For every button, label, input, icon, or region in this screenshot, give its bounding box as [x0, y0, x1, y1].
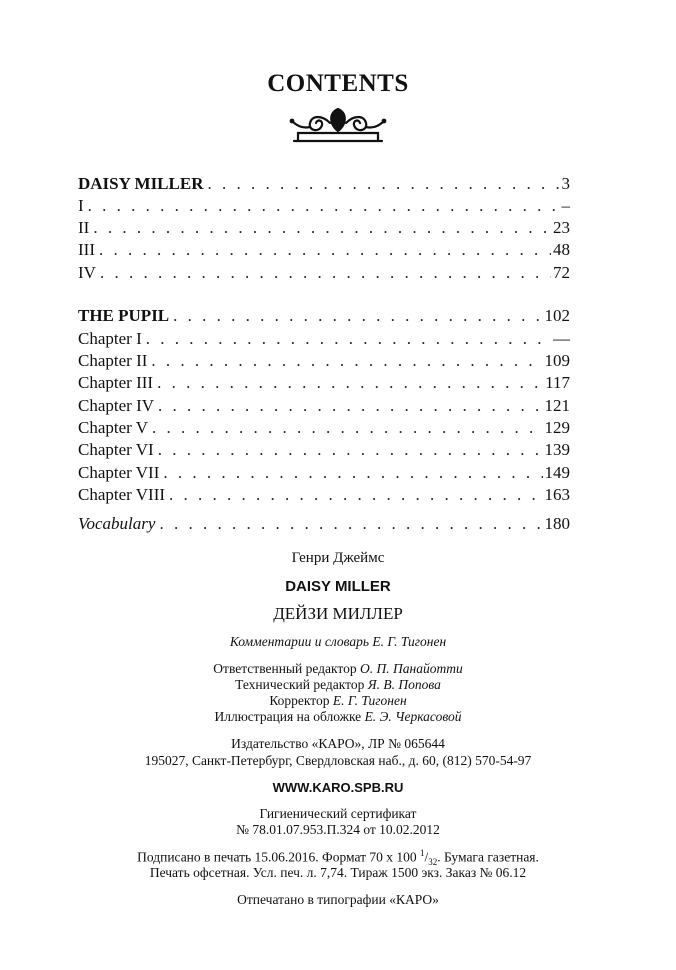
toc-entry-chapter-4[interactable]	[78, 396, 570, 418]
illustration-credit	[0, 709, 676, 725]
toc-label: DAISY MILLER	[78, 174, 204, 193]
publisher-address: 195027, Санкт-Петербург, Свердловская наб., д. 60, (812) 570-54-97	[144, 753, 532, 768]
ornament-dot-left	[290, 119, 295, 124]
toc-label: II	[78, 218, 90, 237]
toc-leader	[152, 418, 542, 440]
toc-page: 163	[544, 485, 570, 504]
book-title-en: DAISY MILLER	[285, 578, 391, 595]
toc-entry-iii[interactable]	[78, 240, 570, 262]
commentary-credit: Комментарии и словарь Е. Г. Тигонен	[229, 634, 447, 649]
toc-label: Vocabulary	[78, 514, 156, 533]
toc-entry-vocabulary[interactable]	[78, 514, 570, 536]
print-details-text-b: . Бумага газетная.	[437, 849, 539, 865]
illustration-label: Иллюстрация на обложке	[214, 709, 362, 724]
toc-entry-chapter-8[interactable]	[78, 485, 570, 507]
toc-leader	[158, 440, 543, 462]
editor-name: О. П. Панайотти	[360, 661, 463, 676]
toc-leader	[163, 463, 542, 485]
illustration-name: Е. Э. Черкасовой	[364, 709, 462, 724]
toc-page: 102	[544, 306, 570, 325]
tech-editor-name: Я. В. Попова	[367, 677, 441, 692]
toc-label: III	[78, 240, 95, 259]
toc-page: 129	[544, 418, 570, 437]
toc-label: Chapter II	[78, 351, 148, 370]
toc-label: Chapter VIII	[78, 485, 166, 504]
print-details-line2: Печать офсетная. Усл. печ. л. 7,74. Тираж 1500 экз. Заказ № 06.12	[149, 865, 527, 880]
toc-label: IV	[78, 263, 96, 282]
proofreader-name: Е. Г. Тигонен	[332, 693, 407, 708]
decorative-ornament	[288, 103, 388, 147]
toc-page: 121	[544, 396, 570, 415]
toc-leader	[159, 514, 542, 536]
toc-entry-iv[interactable]	[78, 263, 570, 285]
author-name: Генри Джеймс	[291, 550, 385, 566]
toc-page: 180	[544, 514, 570, 533]
editor-label: Ответственный редактор	[213, 661, 357, 676]
tech-editor-credit	[0, 677, 676, 693]
toc-leader	[207, 174, 559, 196]
toc-label: Chapter VII	[78, 463, 160, 482]
toc-page: —	[553, 329, 570, 348]
editor-credit	[0, 661, 676, 677]
toc-entry-chapter-5[interactable]	[78, 418, 570, 440]
toc-page: 72	[553, 263, 570, 282]
toc-label: I	[78, 196, 84, 215]
tech-editor-label: Технический редактор	[235, 677, 365, 692]
toc-entry-chapter-1[interactable]	[78, 329, 570, 351]
toc-entry-the-pupil[interactable]	[78, 306, 570, 328]
toc-entry-chapter-7[interactable]	[78, 463, 570, 485]
toc-entry-chapter-2[interactable]	[78, 351, 570, 373]
certificate-number: № 78.01.07.953.П.324 от 10.02.2012	[236, 822, 440, 837]
toc-leader	[157, 373, 543, 395]
toc-page: –	[561, 196, 570, 215]
publisher-website[interactable]: WWW.KARO.SPB.RU	[272, 780, 404, 795]
toc-leader	[169, 485, 542, 507]
publisher-line: Издательство «КАРО», ЛР № 065644	[231, 736, 445, 751]
toc-page: 109	[544, 351, 570, 370]
book-title-ru: ДЕЙЗИ МИЛЛЕР	[273, 604, 403, 623]
fraction-denominator: 32	[428, 857, 438, 868]
toc-page: 149	[544, 463, 570, 482]
printed-at: Отпечатано в типографии «КАРО»	[237, 892, 439, 907]
ornament-dot-right	[382, 119, 387, 124]
toc-leader	[93, 218, 551, 240]
toc-label: Chapter III	[78, 373, 154, 392]
toc-label: THE PUPIL	[78, 306, 170, 325]
page-title: CONTENTS	[267, 70, 409, 97]
toc-entry-chapter-3[interactable]	[78, 373, 570, 395]
toc-entry-daisy-miller[interactable]	[78, 174, 570, 196]
certificate-label: Гигиенический сертификат	[259, 806, 417, 821]
toc-entry-i[interactable]	[78, 196, 570, 218]
fraction-numerator: 1	[419, 848, 425, 858]
print-details-text-a: Подписано в печать 15.06.2016. Формат 70 x 100	[137, 849, 417, 865]
toc-page: 48	[553, 240, 570, 259]
toc-label: Chapter VI	[78, 440, 154, 459]
toc-entry-chapter-6[interactable]	[78, 440, 570, 462]
toc-page: 117	[545, 373, 570, 392]
print-details-line1: Подписано в печать 15.06.2016. Формат 70 x 100 $^1/_{32}$. Бумага газетная.	[137, 848, 539, 868]
toc-leader	[88, 196, 560, 218]
toc-entry-ii[interactable]	[78, 218, 570, 240]
toc-page: 23	[553, 218, 570, 237]
toc-leader	[100, 263, 551, 285]
proofreader-credit	[0, 693, 676, 709]
toc-page: 139	[544, 440, 570, 459]
toc-leader	[151, 351, 542, 373]
toc-leader	[158, 396, 542, 418]
toc-leader	[146, 329, 551, 351]
toc-label: Chapter V	[78, 418, 149, 437]
toc-label: Chapter I	[78, 329, 142, 348]
toc-page: 3	[561, 174, 570, 193]
toc-leader	[99, 240, 551, 262]
proofreader-label: Корректор	[269, 693, 330, 708]
toc-leader	[173, 306, 542, 328]
toc-label: Chapter IV	[78, 396, 155, 415]
